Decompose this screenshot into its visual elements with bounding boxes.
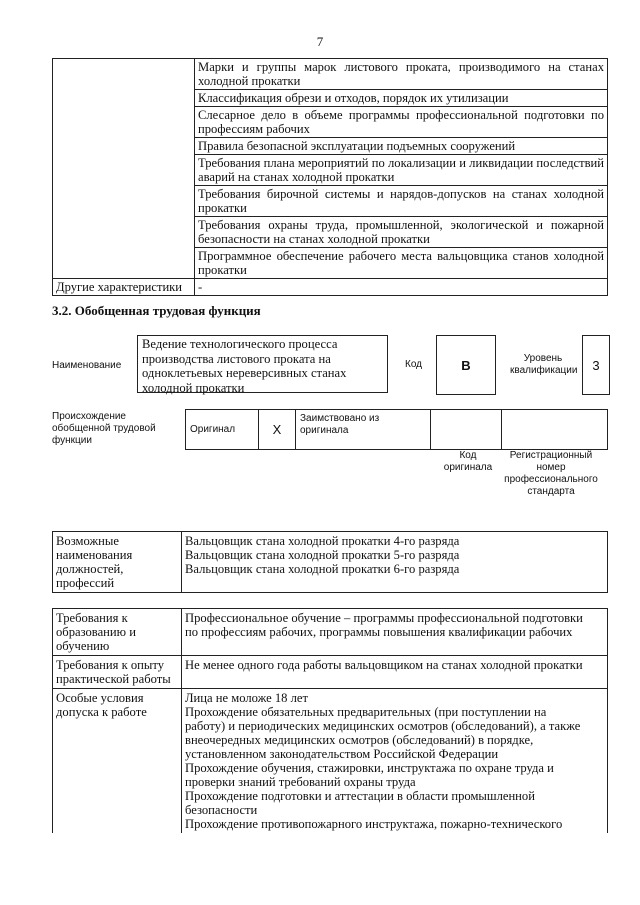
registration-number-caption xyxy=(494,450,608,498)
conditions-label-line: допуска к работе xyxy=(56,705,147,719)
level-label xyxy=(510,353,576,377)
education-value-line: Профессиональное обучение – программы профессиональной подготовки xyxy=(185,611,583,625)
origin-table xyxy=(185,409,608,450)
positions-label-line: Возможные xyxy=(56,534,119,548)
position-item: Вальцовщик стана холодной прокатки 4-го разряда xyxy=(185,534,460,548)
knowledge-table xyxy=(52,58,608,296)
conditions-value-line: Прохождение подготовки и аттестации в области промышленной xyxy=(185,789,535,803)
conditions-value-line: внеочередных медицинских осмотров (обследований) в порядке, xyxy=(185,733,534,747)
knowledge-row: Требования бирочной системы и нарядов-допусков на станах холодной прокатки xyxy=(195,186,608,217)
other-characteristics-value: - xyxy=(195,279,608,296)
education-value-line: по профессиям рабочих, программы повышения квалификации рабочих xyxy=(185,625,573,639)
original-mark: X xyxy=(259,410,296,450)
knowledge-row: Марки и группы марок листового проката, производимого на станах холодной прокатки xyxy=(195,59,608,90)
conditions-value-line: Лица не моложе 18 лет xyxy=(185,691,308,705)
page-number: 7 xyxy=(316,34,324,49)
function-code-box: B xyxy=(436,335,496,395)
positions-label xyxy=(53,532,182,593)
conditions-value-line: Прохождение обучения, стажировки, инструктажа по охране труда и xyxy=(185,761,554,775)
qualification-level-box: 3 xyxy=(582,335,610,395)
borrowed-label-line: Заимствовано из xyxy=(300,413,380,424)
conditions-value xyxy=(182,689,608,834)
conditions-label xyxy=(53,689,182,834)
conditions-value-line: безопасности xyxy=(185,803,258,817)
positions-list xyxy=(182,532,608,593)
conditions-value-line: проверки знаний требований охраны труда xyxy=(185,775,416,789)
other-characteristics-label: Другие характеристики xyxy=(53,279,195,296)
caption-line: оригинала xyxy=(443,462,493,473)
knowledge-row: Классификация обрези и отходов, порядок их утилизации xyxy=(195,90,608,107)
caption-line: стандарта xyxy=(527,486,575,497)
requirements-table xyxy=(52,608,608,833)
knowledge-row: Требования охраны труда, промышленной, экологической и пожарной безопасности на станах холодной прокатки xyxy=(195,217,608,248)
education-label xyxy=(53,609,182,656)
knowledge-row: Слесарное дело в объеме программы профессиональной подготовки по профессиям рабочих xyxy=(195,107,608,138)
caption-line: номер xyxy=(536,462,566,473)
education-label-line: образованию и xyxy=(56,625,136,639)
origin-label xyxy=(52,411,156,447)
code-label: Код xyxy=(405,359,423,370)
conditions-value-line: работу) и периодических медицинских осмотров (обследований), а также xyxy=(185,719,581,733)
registration-number-cell xyxy=(502,410,608,450)
conditions-value-line: установленном законодательством Российской Федерации xyxy=(185,747,499,761)
position-item: Вальцовщик стана холодной прокатки 5-го разряда xyxy=(185,548,460,562)
origin-label-line: функции xyxy=(52,435,92,446)
original-code-cell xyxy=(431,410,502,450)
caption-line: профессионального xyxy=(504,474,598,485)
knowledge-label-cell xyxy=(53,59,195,279)
positions-label-line: профессий xyxy=(56,576,115,590)
education-value xyxy=(182,609,608,656)
level-label-line: квалификации xyxy=(510,365,578,376)
knowledge-row: Требования плана мероприятий по локализации и ликвидации последствий аварий на станах холодной прокатки xyxy=(195,155,608,186)
education-label-line: Требования к xyxy=(56,611,128,625)
caption-line: Регистрационный xyxy=(509,450,593,461)
knowledge-row: Программное обеспечение рабочего места вальцовщика станов холодной прокатки xyxy=(195,248,608,279)
caption-line: Код xyxy=(459,450,477,461)
origin-label-line: Происхождение xyxy=(52,411,126,422)
conditions-value-line: Прохождение противопожарного инструктажа, пожарно-технического xyxy=(185,817,563,831)
name-label: Наименование xyxy=(52,360,122,371)
education-label-line: обучению xyxy=(56,639,110,653)
function-name-box: Ведение технологического процесса производства листового проката на одноклетьевых нереверсивных станах холодной прокатки xyxy=(137,335,388,393)
conditions-value-line: Прохождение обязательных предварительных (при поступлении на xyxy=(185,705,547,719)
level-label-line: Уровень xyxy=(523,353,563,364)
knowledge-row: Правила безопасной эксплуатации подъемных сооружений xyxy=(195,138,608,155)
conditions-label-line: Особые условия xyxy=(56,691,144,705)
positions-label-line: должностей, xyxy=(56,562,124,576)
original-label: Оригинал xyxy=(186,410,259,450)
origin-label-line: обобщенной трудовой xyxy=(52,423,156,434)
section-heading: 3.2. Обобщенная трудовая функция xyxy=(52,303,261,318)
positions-label-line: наименования xyxy=(56,548,133,562)
borrowed-label-line: оригинала xyxy=(300,425,349,436)
experience-label xyxy=(53,656,182,689)
borrowed-label xyxy=(296,410,431,450)
experience-value: Не менее одного года работы вальцовщиком на станах холодной прокатки xyxy=(182,656,608,689)
experience-label-line: практической работы xyxy=(56,672,171,686)
experience-label-line: Требования к опыту xyxy=(56,658,164,672)
position-item: Вальцовщик стана холодной прокатки 6-го разряда xyxy=(185,562,460,576)
positions-table xyxy=(52,531,608,593)
